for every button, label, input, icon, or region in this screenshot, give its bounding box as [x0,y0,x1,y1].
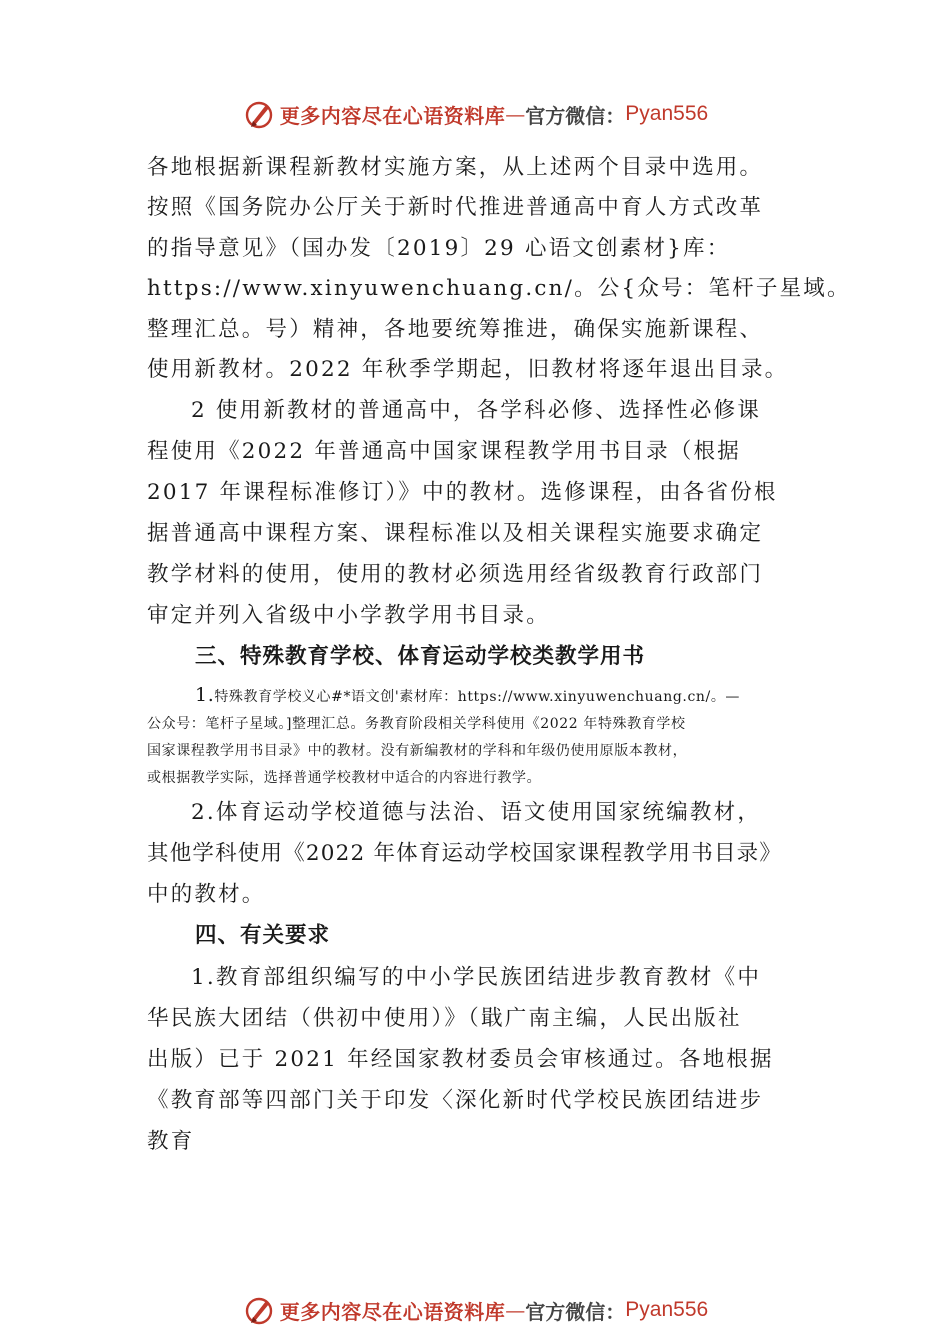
small-text-line: 国家课程教学用书目录》中的教材。没有新编教材的学科和年级仍使用原版本教材， [147,743,688,760]
section-heading-4: 四、有关要求 [195,923,331,949]
text-line: 其他学科使用《2022 年体育运动学校国家课程教学用书目录》 [147,841,783,867]
text-line: 《教育部等四部门关于印发〈深化新时代学校民族团结进步 [147,1088,764,1114]
paragraph-2 [147,390,819,636]
text-line: 按照《国务院办公厅关于新时代推进普通高中育人方式改革 [147,195,764,221]
watermark-wechat-label: 官方微信： [525,1299,626,1324]
paragraph-3 [147,792,819,915]
text-line: 教学材料的使用，使用的教材必须选用经省级教育行政部门 [147,562,764,588]
small-text-line: 公众号：笔杆子星域。]整理汇总。务教育阶段相关学科使用《2022 年特殊教育学校 [147,716,686,733]
watermark-wechat-id: Pyan556 [625,1298,709,1321]
watermark-brand: 更多内容尽在心语资料库 [279,1299,506,1324]
text-line: 各地根据新课程新教材实施方案，从上述两个目录中选用。 [147,155,764,180]
text-line: 使用新教材。2022 年秋季学期起，旧教材将逐年退出目录。 [147,357,789,383]
text-line: 华民族大团结（供初中使用）》（戢广南主编，人民出版社 [147,1006,742,1032]
watermark-wechat-label: 官方微信： [525,103,626,128]
paragraph-1 [147,148,851,390]
text-line: 中的教材。 [147,882,266,908]
text-line: 审定并列入省级中小学教学用书目录。 [147,603,550,629]
watermark-separator: — [505,1298,526,1322]
paragraph-4 [147,957,819,1162]
watermark-banner-bottom [0,1290,950,1330]
pen-seal-logo-icon [242,1293,276,1327]
text-line: 1.教育部组织编写的中小学民族团结进步教育教材《中 [191,965,762,991]
item-number: 1. [195,684,215,707]
text-line-url: https://www.xinyuwenchuang.cn/。公{众号：笔杆子星域。 [147,276,851,302]
text-line: 程使用《2022 年普通高中国家课程教学用书目录（根据 [147,439,741,465]
text-line: 2 使用新教材的普通高中，各学科必修、选择性必修课 [191,398,762,424]
small-text-span: 特殊教育学校义心#*语文创'素材库：https://www.xinyuwenchuang.cn/。— [214,689,741,706]
text-line: 2017 年课程标准修订）》中的教材。选修课程，由各省份根 [147,480,778,506]
paragraph-small-print [147,682,819,792]
text-line: 的指导意见》（国办发〔2019〕29 心语文创素材}库： [147,235,731,261]
small-text-line: 或根据教学实际，选择普通学校教材中适合的内容进行教学。 [147,770,542,787]
watermark-brand: 更多内容尽在心语资料库 [279,103,506,128]
text-line: 教育 [147,1129,195,1155]
text-line: 出版）已于 2021 年经国家教材委员会审核通过。各地根据 [147,1047,774,1073]
text-line: 据普通高中课程方案、课程标准以及相关课程实施要求确定 [147,521,764,547]
text-line: 整理汇总。号）精神，各地要统筹推进，确保实施新课程、 [147,316,764,342]
section-heading-3: 三、特殊教育学校、体育运动学校类教学用书 [195,644,646,670]
text-line: 2.体育运动学校道德与法治、语文使用国家统编教材， [191,800,762,826]
document-body [147,148,851,1162]
pen-seal-logo-icon [242,97,276,131]
watermark-wechat-id: Pyan556 [625,102,709,125]
small-text-line [147,682,819,711]
watermark-separator: — [505,102,526,126]
watermark-banner-top [0,94,950,134]
